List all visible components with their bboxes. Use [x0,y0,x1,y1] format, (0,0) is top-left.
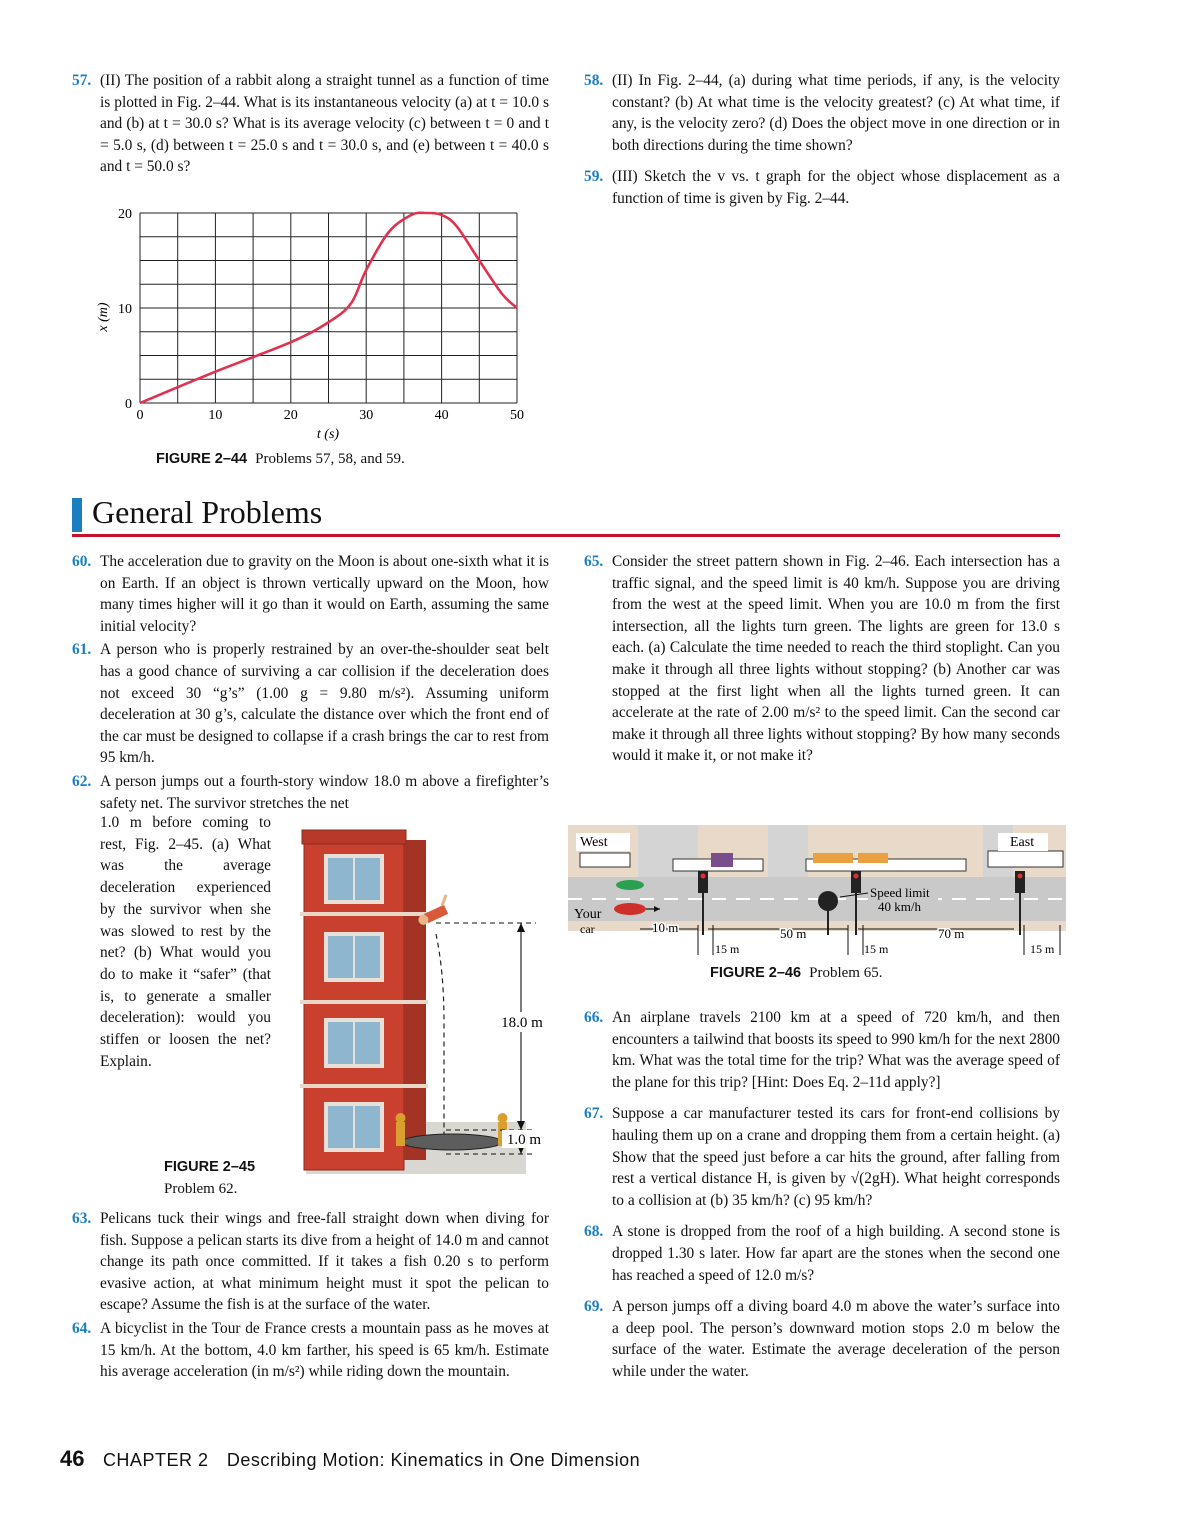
left-column-problems [72,551,549,814]
problem-text: (III) Sketch the v vs. t graph for the object whose displacement as a function of time is given by Fig. 2–44. [612,168,1060,207]
right-column-problems [584,1007,1060,1383]
problem-text: Pelicans tuck their wings and free-fall straight down when diving for fish. Suppose a pelican starts its dive from a height of 14.0 m and cannot change its path once committed. If it takes a fish 0.20 s to perform evasive action, at what minimum height must it spot the pelican to escape? Assume the fish is at the surface of the water. [100,1210,549,1314]
problem-62 [72,771,549,814]
figure-caption-text: Problem 62. [164,1181,238,1197]
y-tick-label: 0 [125,397,132,412]
problem-number: 68. [584,1223,604,1241]
chapter-label: CHAPTER 2 [102,1450,209,1470]
problem-number: 60. [72,553,92,570]
distance-15-a: 15 m [715,942,740,956]
problem-text: The acceleration due to gravity on the Moon is about one-sixth what it is on Earth. If an object is thrown vertically upward on the Moon, how many times higher will it go than it would on Earth, assuming the same initial velocity? [100,553,549,635]
problem-69 [584,1296,1060,1382]
stretch-label: 1.0 m [506,1132,542,1148]
problem-text: (II) The position of a rabbit along a straight tunnel as a function of time is plotted in Fig. 2–44. What is its instantaneous velocity (a) at t = 10.0 s and (b) at t = 30.0 s? What is its average velocity (c) between t = 0 and t = 5.0 s, (d) between t = 25.0 s and t = 30.0 s, and (e) between t = 40.0 s and t = 50.0 s? [100,72,549,176]
page-footer [60,1446,1060,1476]
x-tick-label: 20 [283,408,298,423]
problem-64 [72,1318,549,1383]
green-car [616,880,644,890]
speed-limit-label: Speed limit [870,885,930,900]
problem-66 [584,1007,1060,1093]
problem-57 [72,70,549,178]
x-tick-label: 30 [359,408,374,423]
y-tick-label: 10 [118,302,132,317]
figure-caption-text: Problem 65. [809,965,883,981]
figure-2-45-illustration [296,822,552,1182]
speed-limit-value: 40 km/h [878,899,921,914]
problem-number: 66. [584,1009,604,1026]
east-label: East [1010,835,1035,850]
figure-2-44-chart [80,205,550,450]
problem-62-continued [100,812,271,1072]
problem-text: 1.0 m before coming to rest, Fig. 2–45. (a) What was the average deceleration experienced by the survivor when she was slowed to rest by the net? (b) What would you do to make it “safer” (that is, to generate a smaller deceleration): would you stiffen or loosen the net? Explain. [100,814,271,1070]
problem-number: 64. [72,1319,92,1337]
problem-number: 65. [584,553,604,570]
left-column-problems-2 [72,1208,549,1383]
figure-2-46-illustration [568,825,1066,960]
problem-61 [72,639,549,769]
problems-58-59 [584,70,1060,210]
problem-text: A person who is properly restrained by an over-the-shoulder seat belt has a good chance of surviving a car collision if the deceleration does not exceed 30 “g’s” (1.00 g = 9.80 m/s²). Assuming uniform deceleration at 30 g’s, calculate the distance over which the front end of the car must be designed to collapse if a crash brings the car to rest from 95 km/h. [100,641,549,767]
figure-2-46-caption [710,965,882,982]
distance-70: 70 m [938,926,965,941]
problem-65 [584,551,1060,767]
problem-60 [72,551,549,637]
distance-10: 10 m [652,920,679,935]
problem-number: 67. [584,1105,604,1123]
x-axis-label: t (s) [316,427,340,442]
problem-text: A person jumps out a fourth-story window 18.0 m above a firefighter’s safety net. The survivor stretches the net [100,772,549,812]
problem-text: An airplane travels 2100 km at a speed of 720 km/h, and then encounters a tailwind that boosts its speed to 990 km/h for the next 2800 km. What was the total time for the trip? What was the average speed of the plane for this trip? [Hint: Does Eq. 2–11d apply?] [612,1009,1060,1091]
problem-number: 61. [72,641,92,659]
car-label: car [580,922,595,936]
problem-text: A stone is dropped from the roof of a high building. A second stone is dropped 1.30 s later. How far apart are the stones when the second one has reached a speed of 12.0 m/s? [612,1223,1060,1284]
figure-label: FIGURE 2–44 [156,451,248,467]
x-tick-label: 0 [136,408,144,423]
problem-59 [584,166,1060,209]
x-tick-label: 50 [510,408,524,423]
problem-number: 62. [72,772,92,790]
problem-text: A person jumps off a diving board 4.0 m above the water’s surface into a deep pool. The person’s downward motion stops 2.0 m below the surface of the water. Estimate the average deceleration of the person while under the water. [612,1298,1060,1380]
distance-15-b: 15 m [864,942,889,956]
problem-67 [584,1103,1060,1211]
chart-grid [140,213,517,403]
section-header [72,496,1060,538]
figure-label: FIGURE 2–46 [710,965,802,981]
your-label: Your [574,907,602,922]
y-tick-label: 20 [118,207,132,222]
problem-number: 58. [584,72,604,89]
x-tick-label: 40 [434,408,449,423]
distance-50: 50 m [780,926,807,941]
problem-number: 59. [584,168,604,186]
figure-2-44-caption [156,451,405,468]
distance-15-c: 15 m [1030,942,1055,956]
problem-text: Consider the street pattern shown in Fig. 2–46. Each intersection has a traffic signal, and the speed limit is 40 km/h. Suppose you are driving from the west at the speed limit. When you are 10.0 m from the first intersection, all the lights turn green. The lights are green for 13.0 s each. (a) Calculate the time needed to reach the third stoplight. Can you make it through all three lights without stopping? (b) Another car was stopped at the first light when all the lights turned green. It can accelerate at the rate of 2.00 m/s² to the speed limit. Can the second car make it through all three lights without stopping? By how many seconds would it make it, or not make it? [612,553,1060,765]
problem-68 [584,1221,1060,1286]
figure-label: FIGURE 2–45 [164,1159,256,1175]
y-axis-label: x (m) [96,302,111,332]
west-label: West [580,835,608,850]
section-marker [72,498,82,532]
section-title: General Problems [92,494,323,530]
problem-number: 57. [72,72,92,89]
figure-2-45-caption [164,1156,255,1200]
x-tick-label: 10 [208,408,223,423]
problem-number: 69. [584,1298,604,1316]
problem-58 [584,70,1060,156]
problem-text: A bicyclist in the Tour de France crests a mountain pass as he moves at 15 km/h. At the bottom, 4.0 km farther, his speed is 65 km/h. Estimate his average acceleration (in m/s²) while riding down the mountain. [100,1319,549,1381]
problem-63 [72,1208,549,1316]
problem-text: Suppose a car manufacturer tested its cars for front-end collisions by hauling them up on a crane and dropping them from a certain height. (a) Show that the speed just before a car hits the ground, after falling from rest a vertical distance H, is given by √(2gH). What height corresponds to a collision at (b) 35 km/h? (c) 95 km/h? [612,1105,1060,1209]
height-label: 18.0 m [501,1015,543,1031]
figure-caption-text: Problems 57, 58, and 59. [255,451,405,467]
chart-ticks [118,207,524,423]
problem-text: (II) In Fig. 2–44, (a) during what time periods, if any, is the velocity constant? (b) At what time is the velocity greatest? (c) At what time, if any, is the velocity zero? (d) Does the object move in one direction or in both directions during the time shown? [612,72,1060,154]
problem-number: 63. [72,1210,92,1227]
page-number: 46 [60,1446,85,1471]
safety-net [402,1134,502,1150]
section-rule [72,534,1060,537]
chapter-title: Describing Motion: Kinematics in One Dimension [226,1450,641,1470]
